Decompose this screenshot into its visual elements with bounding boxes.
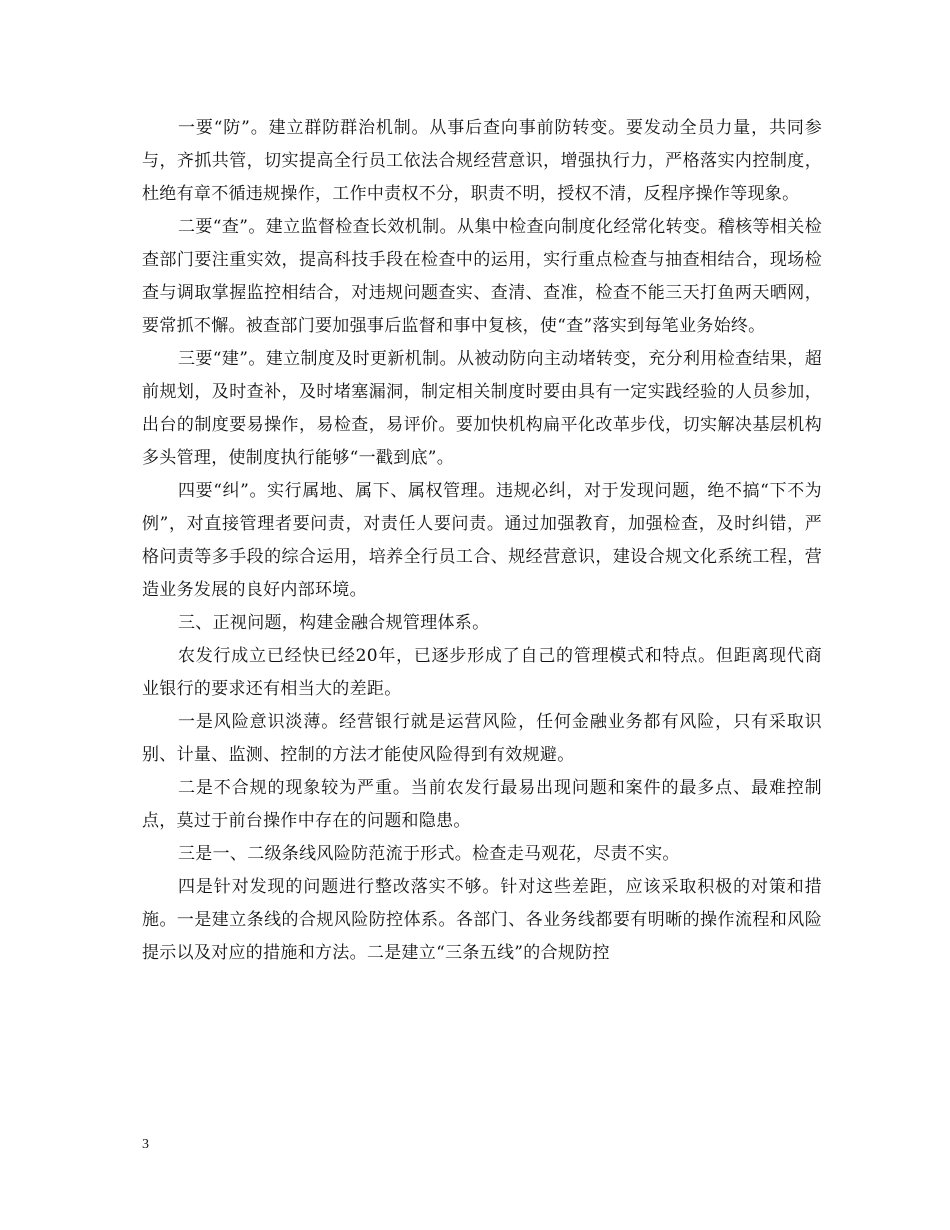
paragraph-point-three: 三是一、二级条线风险防范流于形式。检查走马观花，尽责不实。 xyxy=(178,844,680,864)
paragraph-point-two: 二是不合规的现象较为严重。当前农发行最易出现问题和案件的最多点、最难控制点，莫过于前台操作中存在的问题和隐患。 xyxy=(142,778,822,831)
paragraph-correct: 四要“纠”。实行属地、属下、属权管理。违规必纠，对于发现问题，绝不搞“下不为例”，对直接管理者要问责，对责任人要问责。通过加强教育，加强检查，及时纠错，严格问责等多手段的综合运用，培养全行员工合、规经营意识，建设合规文化系统工程，营造业务发展的良好内部环境。 xyxy=(142,481,822,600)
document-body xyxy=(142,112,822,970)
paragraph-intro: 农发行成立已经快已经20年，已逐步形成了自己的管理模式和特点。但距离现代商业银行的要求还有相当大的差距。 xyxy=(142,646,822,699)
page-number: 3 xyxy=(142,1137,149,1152)
paragraph-build: 三要“建”。建立制度及时更新机制。从被动防向主动堵转变，充分利用检查结果，超前规划，及时查补，及时堵塞漏洞，制定相关制度时要由具有一定实践经验的人员参加，出台的制度要易操作，易检查，易评价。要加快机构扁平化改革步伐，切实解决基层机构多头管理，使制度执行能够“一戳到底”。 xyxy=(142,349,822,468)
paragraph-point-four: 四是针对发现的问题进行整改落实不够。针对这些差距，应该采取积极的对策和措施。一是建立条线的合规风险防控体系。各部门、各业务线都要有明晰的操作流程和风险提示以及对应的措施和方法。二是建立“三条五线”的合规防控 xyxy=(142,877,822,963)
paragraph-inspect: 二要“查”。建立监督检查长效机制。从集中检查向制度化经常化转变。稽核等相关检查部门要注重实效，提高科技手段在检查中的运用，实行重点检查与抽查相结合，现场检查与调取掌握监控相结合，对违规问题查实、查清、查准，检查不能三天打鱼两天晒网，要常抓不懈。被查部门要加强事后监督和事中复核，使“查”落实到每笔业务始终。 xyxy=(142,217,822,336)
paragraph-prevent: 一要“防”。建立群防群治机制。从事后查向事前防转变。要发动全员力量，共同参与，齐抓共管，切实提高全行员工依法合规经营意识，增强执行力，严格落实内控制度，杜绝有章不循违规操作，工作中责权不分，职责不明，授权不清，反程序操作等现象。 xyxy=(142,118,822,204)
paragraph-point-one: 一是风险意识淡薄。经营银行就是运营风险，任何金融业务都有风险，只有采取识别、计量、监测、控制的方法才能使风险得到有效规避。 xyxy=(142,712,822,765)
section-heading: 三、正视问题，构建金融合规管理体系。 xyxy=(178,613,490,633)
